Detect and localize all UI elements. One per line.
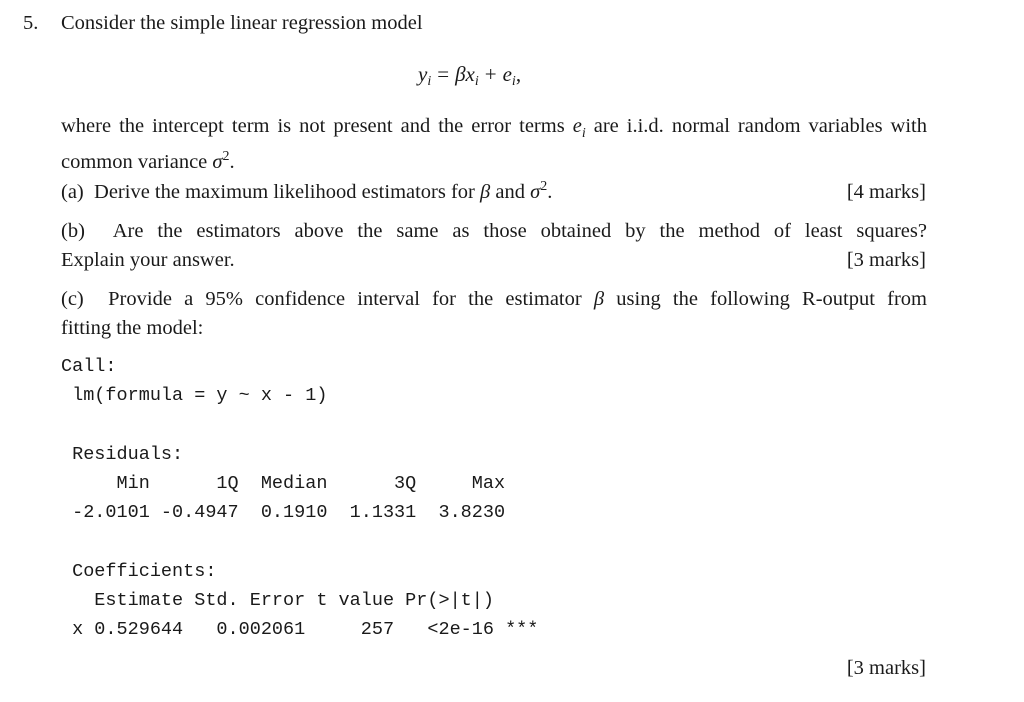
part-b-line2: Explain your answer. <box>61 249 235 271</box>
question-number: 5. <box>23 12 39 34</box>
part-b-line1 <box>61 217 927 245</box>
part-c-line2: fitting the model: <box>61 317 204 339</box>
part-a-text3: . <box>547 181 553 203</box>
eq-y-sub: i <box>427 74 432 89</box>
r-call-formula: lm(formula = y ~ x - 1) <box>61 385 328 406</box>
part-a-beta: β <box>480 181 491 203</box>
part-c-line1 <box>61 285 927 313</box>
r-coefficients-label: Coefficients: <box>61 561 217 582</box>
part-a <box>61 178 552 206</box>
question-intro: Consider the simple linear regression model <box>61 12 423 34</box>
part-a-marks: [4 marks] <box>846 181 926 203</box>
eq-plus: + <box>484 62 497 86</box>
r-coefficients-header: Estimate Std. Error t value Pr(>|t|) <box>61 590 494 611</box>
part-c-label: (c) <box>61 288 84 310</box>
desc-part3: . <box>229 151 235 174</box>
part-b-label: (b) <box>61 220 85 242</box>
part-a-sigma: σ <box>530 181 541 203</box>
eq-trail: , <box>515 62 522 86</box>
part-b-text: Are the estimators above the same as those obtained by the method of least squares? <box>112 220 927 242</box>
eq-x: x <box>465 62 475 86</box>
model-equation <box>418 62 521 90</box>
part-a-label: (a) <box>61 181 84 203</box>
desc-sigma: σ <box>212 151 223 174</box>
part-b-marks: [3 marks] <box>846 249 926 271</box>
part-c-text2: using the following R-output from <box>604 288 927 310</box>
desc-sigma-sup: 2 <box>222 149 230 165</box>
eq-e: e <box>502 62 512 86</box>
part-c-text1: Provide a 95% confidence interval for the estimator <box>108 288 594 310</box>
eq-e-sub: i <box>511 74 516 89</box>
desc-e-sub: i <box>581 126 586 142</box>
part-c-beta: β <box>593 288 605 310</box>
eq-beta: β <box>455 62 466 86</box>
desc-part1: where the intercept term is not present and the error terms <box>61 115 573 137</box>
part-a-text1: Derive the maximum likelihood estimators for <box>94 181 481 203</box>
part-a-sigma-sup: 2 <box>540 179 548 194</box>
eq-x-sub: i <box>474 74 479 89</box>
r-residuals-header: Min 1Q Median 3Q Max <box>61 473 506 494</box>
r-residuals-values: -2.0101 -0.4947 0.1910 1.1331 3.8230 <box>61 502 506 523</box>
part-c-marks: [3 marks] <box>846 657 926 679</box>
eq-equals: = <box>437 62 450 86</box>
desc-e: e <box>572 115 582 137</box>
model-description <box>61 112 927 176</box>
eq-y: y <box>418 62 428 86</box>
desc-part2: are i.i.d. normal random variables with common variance <box>61 115 928 174</box>
r-coefficients-row: x 0.529644 0.002061 257 <2e-16 *** <box>61 619 539 640</box>
part-a-text2: and <box>490 181 531 203</box>
r-residuals-label: Residuals: <box>61 444 184 465</box>
r-call-label: Call: <box>61 356 117 377</box>
